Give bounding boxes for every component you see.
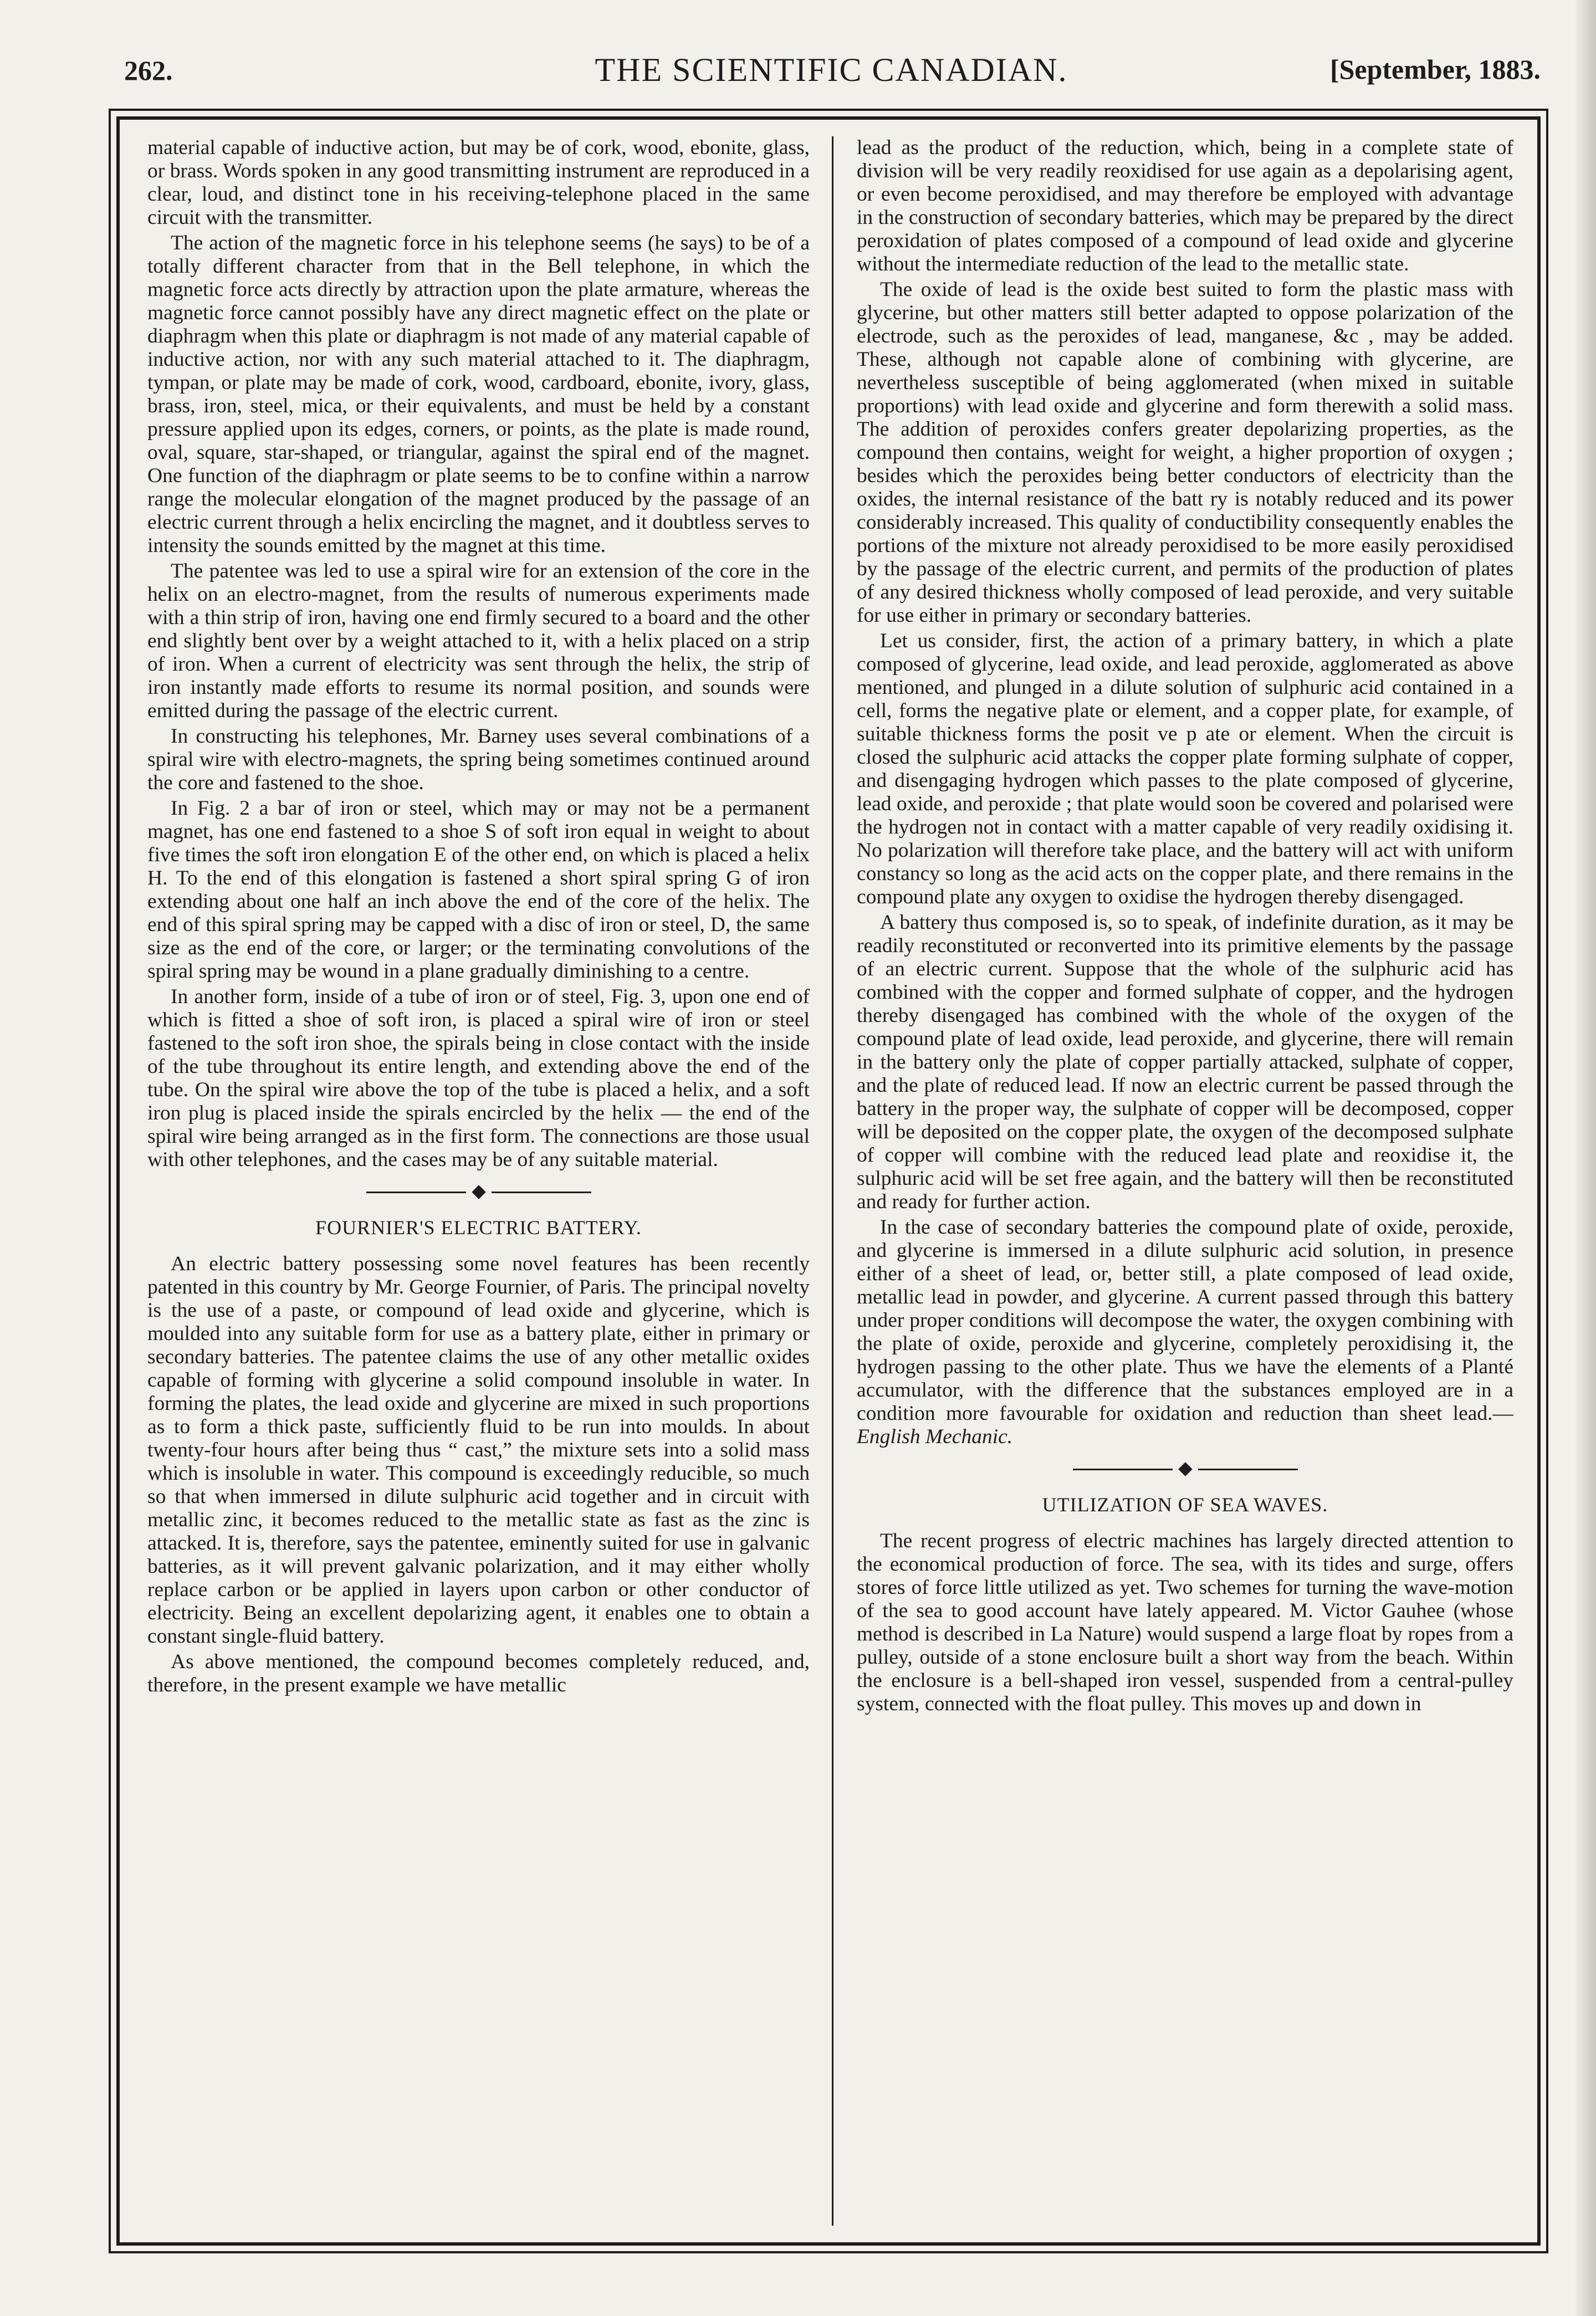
article-paragraph: lead as the product of the reduction, which, being in a complete state of division will be very readily reoxidised for use again as a depolarising agent, or even become peroxidised, and may therefore be employed with advantage in the construction of secondary batteries, which may be prepared by the direct peroxidation of plates composed of a compound of lead oxide and glycerine without the intermediate reduction of the lead to the metallic state.: [857, 136, 1513, 275]
right-column: [857, 136, 1513, 2226]
divider-ornament-icon: [1178, 1462, 1192, 1476]
section-divider: [147, 1183, 810, 1199]
section-divider: [857, 1460, 1513, 1476]
article-paragraph: A battery thus composed is, so to speak, of indefinite duration, as it may be readily reconstituted or reconverted into its primitive elements by the passage of an electric current. Suppose that the whole of the sulphuric acid has combined with the copper and formed sulphate of copper, and the hydrogen thereby disengaged has combined with the whole of the oxygen of the compound plate of lead oxide, lead peroxide, and glycerine, there will remain in the battery only the plate of copper partially attacked, sulphate of copper, and the plate of reduced lead. If now an electric current be passed through the battery in the proper way, the sulphate of copper will be decomposed, copper will be deposited on the copper plate, the oxygen of the decomposed sulphate of copper will combine with the reduced lead plate and reoxidise it, the sulphuric acid will be set free again, and the battery will then be reconstituted and ready for further action.: [857, 911, 1513, 1213]
article-paragraph: Let us consider, first, the action of a primary battery, in which a plate composed of glycerine, lead oxide, and lead peroxide, agglomerated as above mentioned, and plunged in a dilute solution of sulphuric acid contained in a cell, forms the negative plate or element, and a copper plate, for example, of suitable thickness forms the posit ve p ate or element. When the circuit is closed the sulphuric acid attacks the copper plate forming sulphate of copper, and disengaging hydrogen which passes to the plate composed of glycerine, lead oxide, and peroxide ; that plate would soon be covered and polarised were the hydrogen not in contact with a matter capable of very readily oxidising it. No polarization will therefore take place, and the battery will act with uniform constancy so long as the acid acts on the copper plate, and there remains in the compound plate any oxygen to oxidise the hydrogen thereby disengaged.: [857, 630, 1513, 908]
divider-ornament-icon: [472, 1185, 485, 1199]
article-text: In the case of secondary batteries the compound plate of oxide, peroxide, and glycerine is immersed in a dilute sulphuric acid solution, in presence either of a sheet of lead, or, better still, a plate composed of lead oxide, metallic lead in powder, and glycerine. A current passed through this battery under proper conditions will decompose the water, the oxygen combining with the plate of oxide, peroxide and glycerine, completely peroxidising it, the hydrogen passing to the other plate. Thus we have the elements of a Planté accumulator, with the difference that the substances employed are in a condition more favourable for oxidation and reduction than sheet lead.—: [857, 1216, 1513, 1425]
page-number: 262.: [124, 55, 173, 86]
issue-date: [September, 1883.: [1329, 54, 1541, 85]
article-paragraph: The action of the magnetic force in his telephone seems (he says) to be of a totally different character from that in the Bell telephone, in which the magnetic force acts directly by attraction upon the plate armature, whereas the magnetic force cannot possibly have any direct magnetic effect on the plate or diaphragm when this plate or diaphragm is not made of any material capable of inductive action, nor with any such material attached to it. The diaphragm, tympan, or plate may be made of cork, wood, cardboard, ebonite, ivory, glass, brass, iron, steel, mica, or their equivalents, and must be held by a constant pressure applied upon its edges, corners, or points, as the plate is made round, oval, square, star-shaped, or triangular, against the spiral end of the magnet. One function of the diaphragm or plate seems to be to confine within a narrow range the molecular elongation of the magnet produced by the passage of an electric current through a helix encircling the magnet, and it doubtless serves to intensity the sounds emitted by the magnet at this time.: [147, 232, 810, 557]
article-paragraph: material capable of inductive action, but may be of cork, wood, ebonite, glass, or brass. Words spoken in any good transmitting instrument are reproduced in a clear, loud, and distinct tone in his receiving-telephone placed in the same circuit with the transmitter.: [147, 136, 810, 229]
journal-title: THE SCIENTIFIC CANADIAN.: [595, 52, 1068, 88]
article-paragraph: As above mentioned, the compound becomes completely reduced, and, therefore, in the present example we have metallic: [147, 1650, 810, 1696]
column-rule: [832, 136, 833, 2226]
article-paragraph: An electric battery possessing some novel features has been recently patented in this country by Mr. George Fournier, of Paris. The principal novelty is the use of a paste, or compound of lead oxide and glycerine, which is moulded into any suitable form for use as a battery plate, either in primary or secondary batteries. The patentee claims the use of any other metallic oxides capable of forming with glycerine a solid compound insoluble in water. In forming the plates, the lead oxide and glycerine are mixed in such proportions as to form a thick paste, sufficiently fluid to be run into moulds. In about twenty-four hours after being thus “ cast,” the mixture sets into a solid mass which is insoluble in water. This compound is exceedingly reducible, so much so that when immersed in dilute sulphuric acid together and in circuit with metallic zinc, it becomes reduced to the metallic state as fast as the zinc is attacked. It is, therefore, says the patentee, eminently suited for use in galvanic batteries, as it will prevent galvanic polarization, and it may either wholly replace carbon or be applied in layers upon carbon or other conductor of electricity. Being an excellent depolarizing agent, it enables one to obtain a constant single-fluid battery.: [147, 1252, 810, 1648]
section-title-sea-waves: UTILIZATION OF SEA WAVES.: [1042, 1494, 1328, 1516]
divider-rule: [366, 1192, 466, 1193]
page-edge-shadow: [1574, 0, 1596, 2316]
divider-rule: [1073, 1469, 1173, 1470]
article-paragraph: In another form, inside of a tube of iron or of steel, Fig. 3, upon one end of which is fitted a shoe of soft iron, is placed a spiral wire of iron or steel fastened to the soft iron shoe, the spirals being in close contact with the inside of the tube throughout its entire length, and extending above the end of the tube. On the spiral wire above the top of the tube is placed a helix, and a soft iron plug is placed inside the spirals encircled by the helix — the end of the spiral wire being arranged as in the first form. The connections are those usual with other telephones, and the cases may be of any suitable material.: [147, 985, 810, 1171]
article-paragraph: In Fig. 2 a bar of iron or steel, which may or may not be a permanent magnet, has one end fastened to a shoe S of soft iron equal in weight to about five times the soft iron elongation E of the other end, on which is placed a helix H. To the end of this elongation is fastened a short spiral spring G of iron extending about one half an inch above the end of the core of the helix. The end of this spiral spring may be capped with a disc of iron or steel, D, the same size as the end of the core, or larger; or the terminating convolutions of the spiral spring may be wound in a plane gradually diminishing to a centre.: [147, 797, 810, 983]
section-title-fournier: FOURNIER'S ELECTRIC BATTERY.: [315, 1216, 642, 1239]
left-column: [147, 136, 810, 2226]
divider-rule: [1198, 1469, 1298, 1470]
divider-rule: [492, 1192, 591, 1193]
article-paragraph: The patentee was led to use a spiral wire for an extension of the core in the helix on an electro-magnet, from the results of numerous experiments made with a thin strip of iron, having one end firmly secured to a board and the other end slightly bent over by a weight attached to it, with a helix placed on a strip of iron. When a current of electricity was sent through the helix, the strip of iron instantly made efforts to resume its normal position, and sounds were emitted during the passage of the electric current.: [147, 560, 810, 722]
article-paragraph: In constructing his telephones, Mr. Barney uses several combinations of a spiral wire with electro-magnets, the spring being sometimes continued around the core and fastened to the shoe.: [147, 725, 810, 794]
article-paragraph: The oxide of lead is the oxide best suited to form the plastic mass with glycerine, but other matters still better adapted to oppose polarization of the electrode, such as the peroxides of lead, manganese, &c , may be added. These, although not capable alone of combining with glycerine, are nevertheless susceptible of being agglomerated (when mixed in suitable proportions) with lead oxide and glycerine and form therewith a solid mass. The addition of peroxides confers greater depolarizing properties, as the compound then contains, weight for weight, a higher proportion of oxygen ; besides which the peroxides being better conductors of electricity than the oxides, the internal resistance of the batt ry is notably reduced and its power considerably increased. This quality of conductibility consequently enables the portions of the mixture not already peroxidised to be more easily peroxidised by the passage of the electric current, and permits of the production of plates of any desired thickness wholly composed of lead peroxide, and very suitable for use either in primary or secondary batteries.: [857, 278, 1513, 627]
article-paragraph: The recent progress of electric machines has largely directed attention to the economical production of force. The sea, with its tides and surge, offers stores of force little utilized as yet. Two schemes for turning the wave-motion of the sea to good account have lately appeared. M. Victor Gauhee (whose method is described in La Nature) would suspend a large float by ropes from a pulley, outside of a stone enclosure built a short way from the beach. Within the enclosure is a bell-shaped iron vessel, suspended from a central-pulley system, connected with the float pulley. This moves up and down in: [857, 1530, 1513, 1715]
article-frame: [116, 116, 1541, 2246]
page-header: [122, 44, 1541, 94]
article-paragraph-with-credit: [857, 1216, 1513, 1449]
source-credit: English Mechanic.: [857, 1425, 1013, 1448]
